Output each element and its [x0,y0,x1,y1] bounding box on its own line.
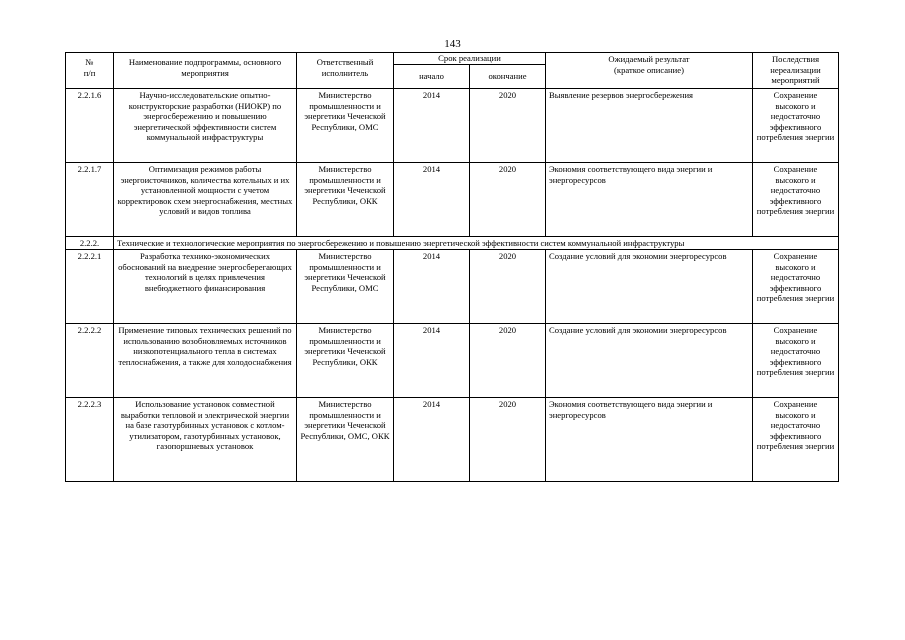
row-executor: Министерство промышленности и энергетики Чеченской Республики, ОКК [297,163,394,237]
header-end: окончание [470,65,546,89]
header-executor: Ответственный исполнитель [297,53,394,89]
row-name: Использование установок совместной выработки тепловой и электрической энергии на базе газотурбинных установок с котлом-утилизатором, газотурбинных установок, газопоршневых установок [114,398,297,482]
row-result: Экономия соответствующего вида энергии и энергоресурсов [546,398,753,482]
row-consequences: Сохранение высокого и недостаточно эффективного потребления энергии [753,163,839,237]
section-num: 2.2.2. [66,237,114,250]
row-name: Научно-исследовательские опытно-конструкторские разработки (НИОКР) по энергосбережению и повышению энергетической эффективности систем коммунальной инфраструктуры [114,89,297,163]
row-result: Экономия соответствующего вида энергии и энергоресурсов [546,163,753,237]
row-name: Разработка технико-экономических обоснований на внедрение энергосберегающих технологий в целях привлечения внебюджетного финансирования [114,250,297,324]
table-row [66,89,839,163]
header-start: начало [394,65,470,89]
header-name: Наименование подпрограммы, основного мероприятия [114,53,297,89]
table-row [66,398,839,482]
row-consequences: Сохранение высокого и недостаточно эффективного потребления энергии [753,398,839,482]
header-consequences: Последствия нереализации мероприятий [753,53,839,89]
row-end: 2020 [470,89,546,163]
row-consequences: Сохранение высокого и недостаточно эффективного потребления энергии [753,324,839,398]
row-start: 2014 [394,250,470,324]
measures-table [65,52,839,482]
section-title: Технические и технологические мероприятия по энергосбережению и повышению энергетической эффективности систем коммунальной инфраструктуры [114,237,839,250]
row-end: 2020 [470,250,546,324]
section-row [66,237,839,250]
row-end: 2020 [470,324,546,398]
header-result: Ожидаемый результат (краткое описание) [546,53,753,89]
row-result: Создание условий для экономии энергоресурсов [546,250,753,324]
row-name: Оптимизация режимов работы энергоисточников, количества котельных и их установленной мощности с учетом корректировок схем энергоснабжения, местных условий и видов топлива [114,163,297,237]
row-start: 2014 [394,324,470,398]
row-result: Выявление резервов энергосбережения [546,89,753,163]
header-row [66,53,839,65]
row-executor: Министерство промышленности и энергетики Чеченской Республики, ОМС, ОКК [297,398,394,482]
row-num: 2.2.1.7 [66,163,114,237]
row-executor: Министерство промышленности и энергетики Чеченской Республики, ОМС [297,89,394,163]
row-end: 2020 [470,398,546,482]
table-row [66,250,839,324]
row-name: Применение типовых технических решений по использованию возобновляемых источников низкопотенциального тепла в системах теплоснабжения, а также для холодоснабжения [114,324,297,398]
row-num: 2.2.1.6 [66,89,114,163]
row-executor: Министерство промышленности и энергетики Чеченской Республики, ОМС [297,250,394,324]
row-num: 2.2.2.2 [66,324,114,398]
row-consequences: Сохранение высокого и недостаточно эффективного потребления энергии [753,250,839,324]
row-num: 2.2.2.1 [66,250,114,324]
row-end: 2020 [470,163,546,237]
row-result: Создание условий для экономии энергоресурсов [546,324,753,398]
row-start: 2014 [394,398,470,482]
header-num: № п/п [66,53,114,89]
row-start: 2014 [394,163,470,237]
row-num: 2.2.2.3 [66,398,114,482]
page-number: 143 [444,38,461,50]
table-row [66,163,839,237]
row-start: 2014 [394,89,470,163]
row-executor: Министерство промышленности и энергетики Чеченской Республики, ОКК [297,324,394,398]
header-period: Срок реализации [394,53,546,65]
row-consequences: Сохранение высокого и недостаточно эффективного потребления энергии [753,89,839,163]
table-row [66,324,839,398]
